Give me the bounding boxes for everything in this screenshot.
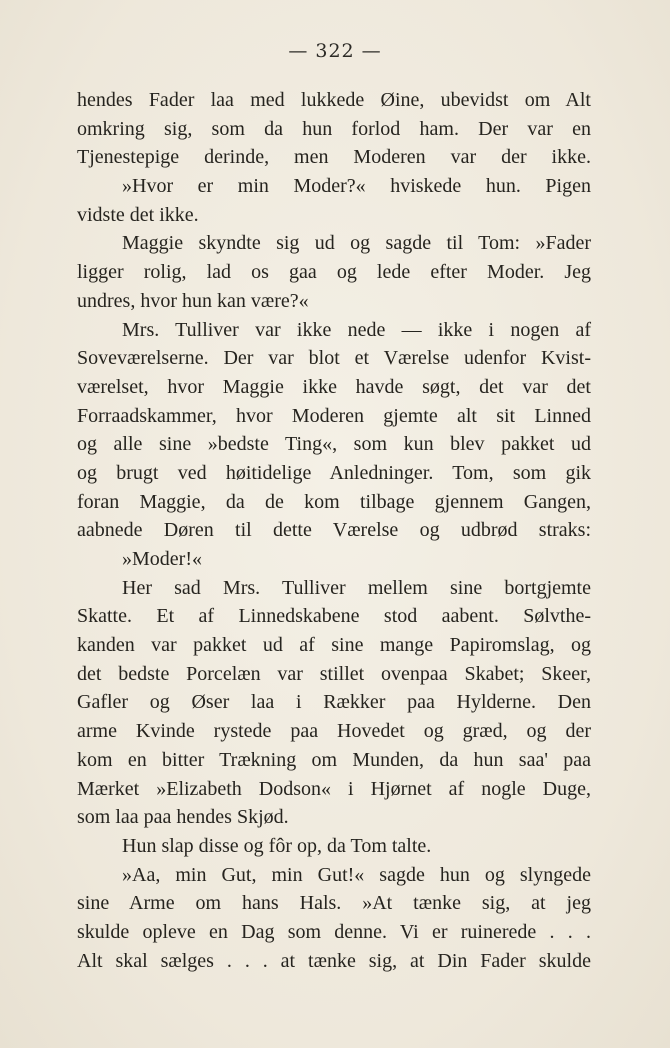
text-line: Maggie skyndte sig ud og sagde til Tom: »Fader (122, 232, 591, 255)
text-line: og brugt ved høitidelige Anledninger. Tom, som gik (77, 461, 591, 484)
text-line: og alle sine »bedste Ting«, som kun blev pakket ud (77, 433, 591, 456)
text-line: arme Kvinde rystede paa Hovedet og græd, og der (77, 720, 591, 743)
text-line: undres, hvor hun kan være?« (77, 289, 309, 312)
text-line: Mrs. Tulliver var ikke nede — ikke i nogen af (122, 318, 591, 341)
text-line: det bedste Porcelæn var stillet ovenpaa Skabet; Skeer, (77, 662, 591, 685)
text-line: Hun slap disse og fôr op, da Tom talte. (122, 834, 432, 857)
body-text (77, 86, 591, 975)
text-line: Gafler og Øser laa i Rækker paa Hylderne. Den (77, 691, 591, 714)
text-line: kom en bitter Trækning om Munden, da hun saa' paa (77, 748, 591, 771)
page-number: — 322 — (288, 40, 382, 62)
text-line: skulde opleve en Dag som denne. Vi er ruinerede . . . (77, 920, 591, 943)
text-line: Tjenestepige derinde, men Moderen var der ikke. (77, 146, 591, 169)
text-line: Mærket »Elizabeth Dodson« i Hjørnet af nogle Duge, (77, 777, 591, 800)
text-line: værelset, hvor Maggie ikke havde søgt, det var det (77, 375, 591, 398)
text-line: »Moder!« (122, 548, 202, 570)
text-line: omkring sig, som da hun forlod ham. Der var en (77, 117, 591, 140)
text-line: aabnede Døren til dette Værelse og udbrød straks: (77, 519, 591, 542)
text-line: hendes Fader laa med lukkede Øine, ubevidst om Alt (77, 89, 591, 111)
text-line: ligger rolig, lad os gaa og lede efter Moder. Jeg (77, 261, 591, 284)
text-line: foran Maggie, da de kom tilbage gjennem Gangen, (77, 490, 591, 513)
text-line: Skatte. Et af Linnedskabene stod aabent. Sølvthe- (77, 605, 591, 628)
text-line: Her sad Mrs. Tulliver mellem sine bortgjemte (122, 576, 591, 599)
text-line: Soveværelserne. Der var blot et Værelse udenfor Kvist- (77, 347, 591, 370)
text-line: Forraadskammer, hvor Moderen gjemte alt sit Linned (77, 404, 591, 427)
text-line: sine Arme om hans Hals. »At tænke sig, at jeg (77, 892, 591, 915)
text-line: »Aa, min Gut, min Gut!« sagde hun og slyngede (122, 863, 591, 886)
text-line: som laa paa hendes Skjød. (77, 806, 289, 829)
text-line: »Hvor er min Moder?« hviskede hun. Pigen (122, 175, 591, 198)
text-line: vidste det ikke. (77, 203, 199, 226)
text-line: Alt skal sælges . . . at tænke sig, at Din Fader skulde (77, 949, 591, 972)
text-line: kanden var pakket ud af sine mange Papiromslag, og (77, 634, 591, 657)
